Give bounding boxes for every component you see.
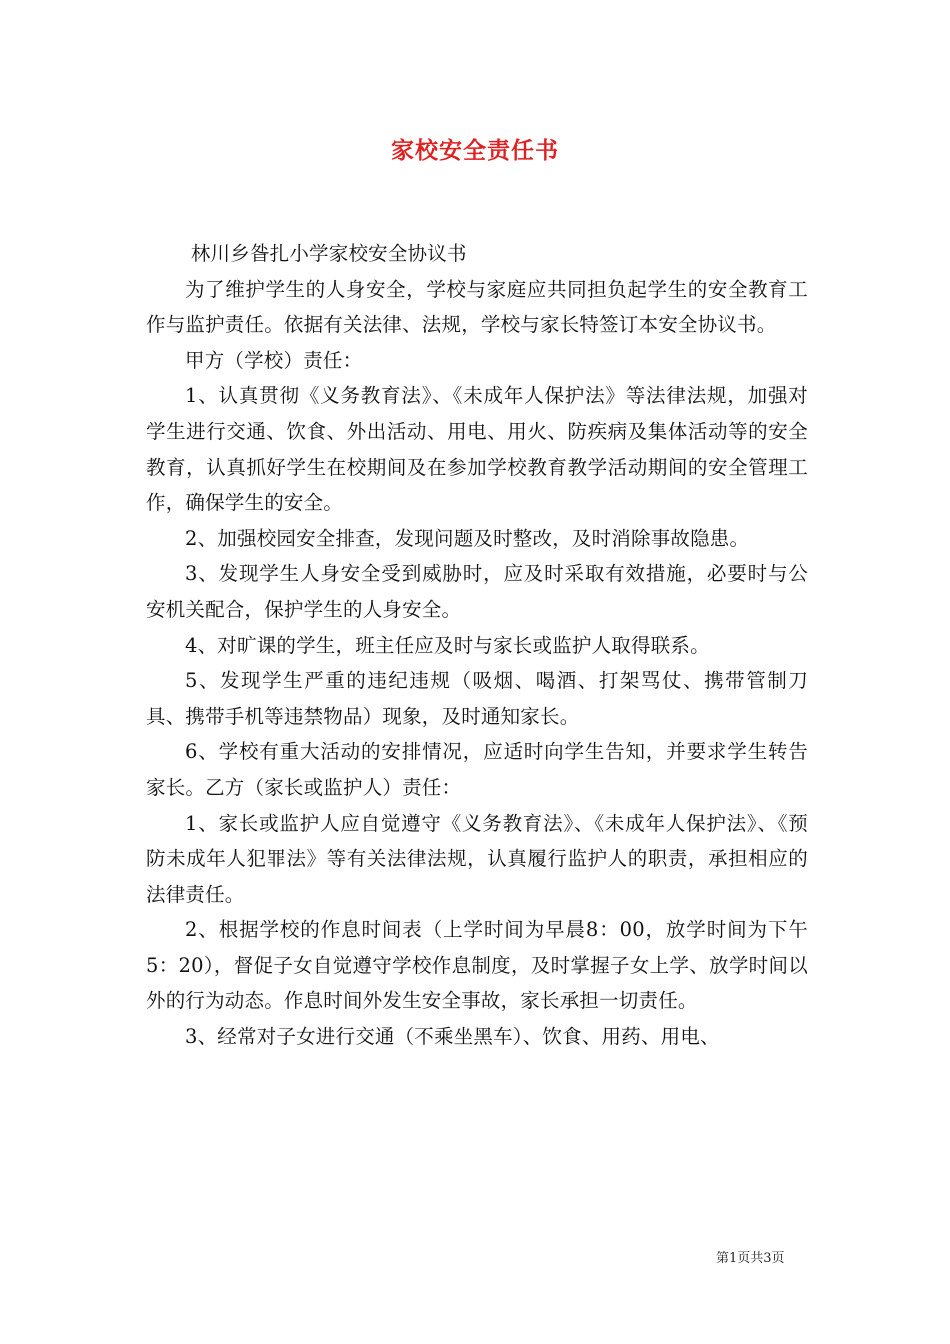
page-number: 第1页共3页 — [716, 1251, 785, 1266]
paragraph-intro: 为了维护学生的人身安全，学校与家庭应共同担负起学生的安全教育工作与监护责任。依据有关法律、法规，学校与家长特签订本安全协议书。 — [146, 277, 808, 337]
section-heading-party-a: 甲方（学校）责任： — [185, 348, 363, 372]
document-body — [146, 236, 808, 1055]
party-a-item-2: 2、加强校园安全排查，发现问题及时整改，及时消除事故隐患。 — [185, 526, 750, 550]
party-a-item-5: 5、发现学生严重的违纪违规（吸烟、喝酒、打架骂仗、携带管制刀具、携带手机等违禁物品）现象，及时通知家长。 — [146, 669, 808, 728]
party-b-item-1: 1、家长或监护人应自觉遵守《义务教育法》、《未成年人保护法》、《预防未成年人犯罪法》等有关法律法规，认真履行监护人的职责，承担相应的法律责任。 — [146, 811, 808, 906]
party-a-item-4: 4、对旷课的学生，班主任应及时与家长或监护人取得联系。 — [185, 633, 710, 657]
document-title: 家校安全责任书 — [391, 137, 559, 164]
party-b-item-3: 3、经常对子女进行交通（不乘坐黑车）、饮食、用药、用电、 — [185, 1025, 720, 1049]
party-a-item-3: 3、发现学生人身安全受到威胁时，应及时采取有效措施，必要时与公安机关配合，保护学生的人身安全。 — [146, 562, 808, 621]
document-subtitle: 林川乡昝扎小学家校安全协议书 — [190, 242, 467, 265]
party-a-item-6: 6、学校有重大活动的安排情况，应适时向学生告知，并要求学生转告家长。乙方（家长或监护人）责任： — [146, 740, 808, 799]
party-a-item-1: 1、认真贯彻《义务教育法》、《未成年人保护法》等法律法规，加强对学生进行交通、饮食、外出活动、用电、用火、防疾病及集体活动等的安全教育，认真抓好学生在校期间及在参加学校教育教学活动期间的安全管理工作，确保学生的安全。 — [146, 384, 808, 515]
party-b-item-2: 2、根据学校的作息时间表（上学时间为早晨8：00，放学时间为下午5：20），督促子女自觉遵守学校作息制度，及时掌握子女上学、放学时间以外的行为动态。作息时间外发生安全事故，家长承担一切责任。 — [146, 918, 808, 1013]
